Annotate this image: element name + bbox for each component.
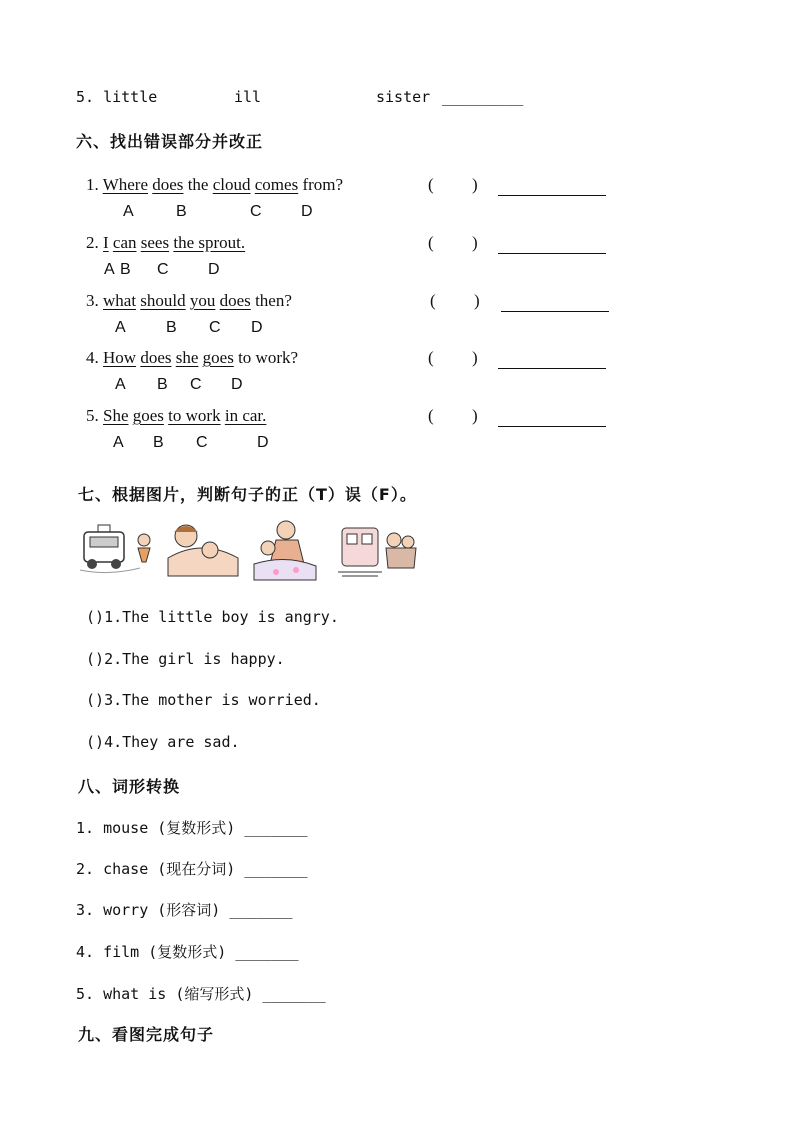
section-7-title: 七、根据图片，判断句子的正（T）误（F）。 xyxy=(78,485,417,504)
picture-mother-child xyxy=(246,518,326,582)
picture-train-station xyxy=(338,518,420,578)
s8-item-5: 5. what is (缩写形式) _______ xyxy=(76,985,326,1003)
s8-item-2: 2. chase (现在分词) _______ xyxy=(76,860,308,878)
picture-taxi-boy xyxy=(78,518,160,578)
q5-word-1: little xyxy=(103,88,158,106)
s8-item-4: 4. film (复数形式) _______ xyxy=(76,943,299,961)
s6-item-2-answer-line[interactable] xyxy=(498,239,606,254)
s7-statement-1: ()1.The little boy is angry. xyxy=(86,608,339,626)
q5-blank: _________ xyxy=(442,88,524,106)
section-6-title: 六、找出错误部分并改正 xyxy=(76,132,264,151)
q5-word-3: sister xyxy=(376,88,431,106)
s6-item-2-paren-open: ( xyxy=(428,233,434,252)
s7-paren-4[interactable]: () xyxy=(86,733,105,751)
s6-item-2-sentence: 2. I can sees the sprout. xyxy=(86,233,246,252)
s6-item-5-paren-close: ) xyxy=(472,406,478,425)
s8-item-1: 1. mouse (复数形式) _______ xyxy=(76,819,308,837)
s6-item-5-paren-open: ( xyxy=(428,406,434,425)
s8-item-3: 3. worry (形容词) _______ xyxy=(76,901,293,919)
s7-statement-3: ()3.The mother is worried. xyxy=(86,691,321,709)
s6-item-1-sentence: 1. Where does the cloud comes from? xyxy=(86,175,344,194)
s7-statement-2: ()2.The girl is happy. xyxy=(86,650,285,668)
s6-item-4-paren-close: ) xyxy=(472,348,478,367)
s6-item-3-sentence: 3. what should you does then? xyxy=(86,291,292,310)
s6-item-4-answer-line[interactable] xyxy=(498,354,606,369)
s6-item-3-answer-line[interactable] xyxy=(501,297,609,312)
q5-number: 5. xyxy=(76,88,104,106)
q5-word-2: ill xyxy=(234,88,262,106)
s6-item-4-paren-open: ( xyxy=(428,348,434,367)
s7-statement-4: ()4.They are sad. xyxy=(86,733,240,751)
s6-item-3-paren-open: ( xyxy=(430,291,436,310)
s6-item-3-paren-close: ) xyxy=(474,291,480,310)
section-9-title: 九、看图完成句子 xyxy=(78,1025,215,1044)
section-8-title: 八、词形转换 xyxy=(78,777,181,796)
s6-item-2-paren-close: ) xyxy=(472,233,478,252)
s6-item-1-paren-close: ) xyxy=(472,175,478,194)
s6-item-1-paren-open: ( xyxy=(428,175,434,194)
s7-paren-3[interactable]: () xyxy=(86,691,105,709)
s6-item-5-sentence: 5. She goes to work in car. xyxy=(86,406,267,425)
s6-item-1-answer-line[interactable] xyxy=(498,181,606,196)
picture-girl-sleeping xyxy=(162,518,242,580)
s7-paren-1[interactable]: () xyxy=(86,608,105,626)
s6-item-4-sentence: 4. How does she goes to work? xyxy=(86,348,299,367)
s7-paren-2[interactable]: () xyxy=(86,650,105,668)
q5-line xyxy=(76,88,157,106)
s6-item-5-answer-line[interactable] xyxy=(498,412,606,427)
